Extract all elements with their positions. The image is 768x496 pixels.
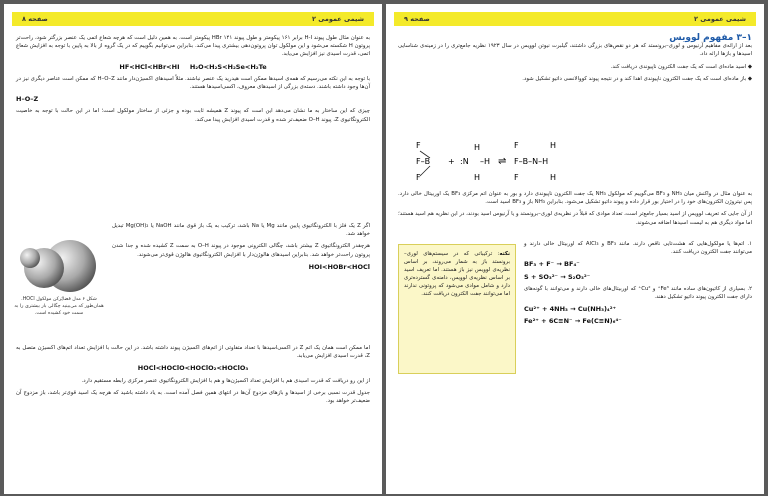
equation-iron-cyanide: Fe²⁺ + 6C≡N⁻ → Fe(C≡N)₆⁴⁻ <box>524 317 622 326</box>
section-title: ۱–۳ مفهوم لوویس <box>669 33 752 43</box>
hypohalous-order: HOI<HOBr<HOCl <box>308 262 370 271</box>
figure-caption: شکل ۶ مدل فضاپُرکن مولکول HOCl. همان‌طور که می‌بینید چگالی بار بیشتری را به سمت خود کشیده است. <box>14 297 104 316</box>
left-bottom <box>16 344 370 409</box>
list-item-2: ۲. بسیاری از کاتیون‌های ساده مانند Fe³⁺ و Cu²⁺ که اوربیتال‌های خالی دارند و می‌توانند با گونه‌های دارای جفت الکترون پیوند داتیو تشکیل دهند. <box>524 285 752 301</box>
definition-acid: ◆ اسید ماده‌ای است که یک جفت الکترون ناپیوندی دریافت کند. <box>610 63 752 70</box>
definition-base: ◆ باز ماده‌ای است که یک جفت الکترون ناپیوندی اهدا کند و در نتیجه پیوند کووالانسی داتیو تشکیل شود. <box>522 75 752 82</box>
right-list <box>524 240 752 330</box>
svg-text:H: H <box>474 173 481 182</box>
left-paragraph-6: اما ممکن است همان یک اتم Z در اکسی‌اسیدها با تعداد متفاوتی از اتم‌های اکسیژن پیوند داشته باشد. در این حالت با افزایش تعداد اتم‌های اکسیژن متصل به Z، قدرت اسیدی افزایش می‌یابد. <box>16 345 370 360</box>
svg-text:F: F <box>416 173 421 182</box>
left-page-number: صفحه ۸ <box>22 15 48 23</box>
oxychlorine-order: HOCl<HOClO<HOClO₂<HOClO₃ <box>137 364 249 373</box>
svg-text:⇌: ⇌ <box>498 156 507 167</box>
right-page <box>386 4 764 494</box>
right-middle <box>398 190 752 231</box>
svg-text:F: F <box>514 173 519 182</box>
left-paragraph-2: با توجه به این نکته می‌رسیم که همه‌ی اسیدها ممکن است هیدرید یک عنصر نباشند. مثلاً اسیدهای اکسیژن‌دار مانند H–O–Z که ممکن است عناصر دیگری نیز در آن‌ها وجود داشته باشند. دسته‌ی بزرگی از اسیدهای معروف، اکسی‌اسیدها هستند. <box>16 75 370 91</box>
acid-order-h2x: H₂O<H₂S<H₂Se<H₂Te <box>189 62 267 71</box>
equation-copper-ammine: Cu²⁺ + 4NH₃ → Cu(NH₃)₄²⁺ <box>524 305 617 314</box>
left-paragraph-3: چیزی که این ساختار به ما نشان می‌دهد این است که پیوند Z همیشه ثابت بوده و جزئی از ساختار مولکول است؛ اما در این حالت با توجه به خاصیت الکترونگاتیوی Z، پیوند O–H ضعیف‌تر شده و قدرت اسیدی افزایش پیدا می‌کند. <box>16 108 370 123</box>
right-page-number: صفحه ۹ <box>404 15 430 23</box>
note-sidebar: نکته: ترکیباتی که در سیستم‌های لوری–برونستد باز به شمار می‌روند، بر اساس نظریه‌ی لوویس نیز باز هستند. اما تعریف اسید بر اساس نظریه‌ی لوویس، دامنه‌ی گسترده‌تری دارد و شامل موادی می‌شود که پروتونی ندارند اما می‌توانند جفت الکترون دریافت کنند. <box>398 244 516 374</box>
left-page <box>4 4 382 494</box>
left-paragraph-8: جدول قدرت نسبی برخی از اسیدها و بازهای مزدوج آن‌ها در انتهای همین فصل آمده است. به یاد داشته باشید که هرچه یک اسید قوی‌تر باشد، باز مزدوج آن ضعیف‌تر خواهد بود. <box>16 389 370 405</box>
left-paragraph-5: هرچقدر الکترونگاتیوی Z بیشتر باشد، چگالی الکترونی موجود در پیوند O–H به سمت Z کشیده شده و جدا شدن پروتون راحت‌تر خواهد شد. بنابراین اسیدهای هالوژن‌دار با افزایش الکترونگاتیوی هالوژن قوی‌تر می‌شوند. <box>112 243 370 258</box>
svg-text:+: + <box>448 157 455 166</box>
svg-text:F: F <box>514 141 519 150</box>
svg-text:F–B: F–B <box>416 157 431 166</box>
svg-text::N: :N <box>460 157 469 166</box>
left-intro <box>16 34 370 128</box>
right-paragraph-2: به عنوان مثال در واکنش میان NH₃ و BF₃ می‌گوییم که مولکول NH₃ یک جفت الکترون ناپیوندی دارد و بور به عنوان اتم مرکزی BF₃ یک اوربیتال خالی دارد. پس نیتروژن الکترون‌های خود را در اختیار بور قرار داده و پیوند داتیو تشکیل می‌شود. بنابراین NH₃ باز و BF₃ اسید است. <box>398 191 753 206</box>
left-paragraph-1: به عنوان مثال طول پیوند H-I برابر ۱۶۱ پیکومتر و طول پیوند HBr ۱۴۱ پیکومتر است. به همین دلیل است که هرچه شعاع اتمی یک عنصر بزرگتر شود، راحت‌تر پروتون H شکسته می‌شود و این مولکول توان پروتون‌دهی بیشتری پیدا می‌کند. بنابراین می‌توانیم بگوییم که در یک گروه از بالا به پایین با توجه به افزایش شعاع اتمی، قدرت اسیدی نیز افزایش می‌یابد. <box>16 35 370 58</box>
list-item-1: ۱. اتم‌ها یا مولکول‌هایی که هشت‌تایی ناقص دارند. مانند BF₃ و AlCl₃ که اوربیتال خالی دارند و می‌توانند جفت الکترون دریافت کنند. <box>524 241 752 256</box>
lewis-reaction-diagram <box>410 136 580 188</box>
svg-text:–H: –H <box>480 157 491 166</box>
left-paragraph-7: از این رو دریافت که قدرت اسیدی هم با افزایش تعداد اکسیژن‌ها و هم با افزایش الکترونگاتیوی عنصر مرکزی رابطه مستقیم دارد. <box>81 377 370 384</box>
svg-text:H: H <box>474 143 481 152</box>
left-paragraph-4: اگر Z یک فلز با الکترونگاتیوی پایین مانند Mg یا Na باشد، ترکیب به یک باز قوی مانند NaOH یا Mg(OH)₂ تبدیل خواهد شد. <box>112 223 370 238</box>
acid-order-hx: HF<HCl<HBr<HI <box>119 62 180 71</box>
left-page-header <box>12 12 374 26</box>
right-paragraph-3: از آن جایی که تعریف لوویس از اسید بسیار جامع‌تر است، تعداد موادی که قبلاً در نظریه‌ی لوری–برونستد و یا آرنیوس اسید بودند، در این نظریه هم اسید هستند؛ اما مواد دیگری هم به لیست اسیدها اضافه می‌شوند. <box>398 211 752 226</box>
equation-sulfite: S + SO₃²⁻ → S₂O₃²⁻ <box>524 272 591 281</box>
hocl-model-figure <box>18 236 100 294</box>
right-intro <box>398 34 752 87</box>
left-page-title: شیمی عمومی ۲ <box>312 15 364 23</box>
oxyacid-formula: H–O–Z <box>16 95 39 104</box>
svg-text:H: H <box>550 141 557 150</box>
svg-text:F: F <box>416 141 421 150</box>
space-filling-model-image <box>18 236 100 294</box>
note-text: ترکیباتی که در سیستم‌های لوری–برونستد باز به شمار می‌روند، بر اساس نظریه‌ی لوویس نیز باز هستند. اما تعریف اسید بر اساس نظریه‌ی لوویس، دامنه‌ی گسترده‌تری دارد و شامل موادی می‌شود که پروتونی ندارند اما می‌توانند جفت الکترون دریافت کنند. <box>404 251 510 297</box>
svg-text:F–B–N–H: F–B–N–H <box>514 157 549 166</box>
note-title: نکته <box>499 251 511 257</box>
right-paragraph-1: بعد از ارائه‌ی مفاهیم آرنیوس و لوری–برونستد که هر دو نقص‌های بزرگی داشتند، گیلبرت نیوتن لوویس در سال ۱۹۲۳ نظریه جامع‌تری را در زمینه‌ی شناسایی اسیدها و بازها ارائه داد. <box>398 43 752 58</box>
right-page-header <box>394 12 756 26</box>
equation-bf3: BF₃ + F⁻ → BF₄⁻ <box>524 260 580 269</box>
svg-text:H: H <box>550 173 557 182</box>
left-middle <box>112 222 370 275</box>
right-page-title: شیمی عمومی ۲ <box>694 15 746 23</box>
